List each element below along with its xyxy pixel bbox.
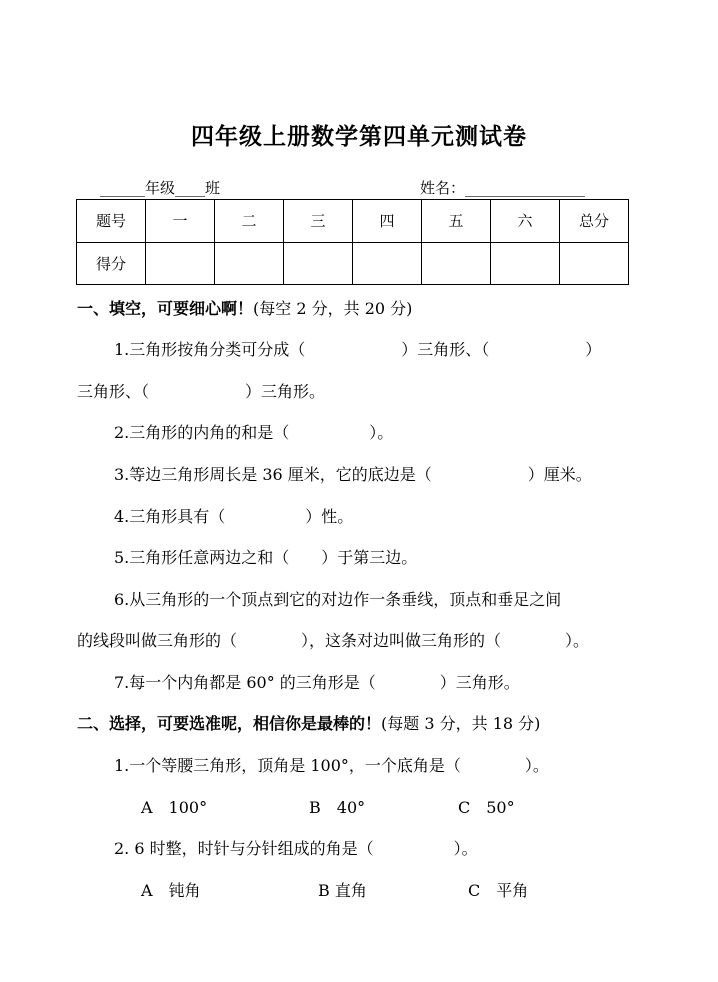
header-cell: 六 [491, 200, 560, 243]
score-cell[interactable] [491, 242, 560, 285]
question-1-2: 2.三角形的内角的和是（ ）。 [114, 423, 394, 442]
question-1-1: 1.三角形按角分类可分成（ ）三角形、（ ） [114, 340, 602, 359]
score-table-header-row [77, 200, 629, 243]
question-2-1-option-b[interactable]: B 40° [309, 798, 366, 817]
question-2-1: 1.一个等腰三角形，顶角是 100°，一个底角是（ ）。 [114, 756, 549, 775]
section2-heading-text: 二、选择，可要选准呢，相信你是最棒的！ [77, 714, 382, 733]
score-cell[interactable] [284, 242, 353, 285]
header-cell: 五 [422, 200, 491, 243]
question-1-5: 5.三角形任意两边之和（ ）于第三边。 [114, 548, 418, 567]
question-1-4: 4.三角形具有（ ）性。 [114, 507, 354, 526]
score-table-score-row [77, 242, 629, 285]
page-title: 四年级上册数学第四单元测试卷 [191, 123, 527, 150]
class-line: ______年级____班 [100, 179, 221, 197]
score-cell[interactable] [422, 242, 491, 285]
header-cell: 题号 [77, 200, 146, 243]
score-cell[interactable] [560, 242, 629, 285]
header-cell: 三 [284, 200, 353, 243]
header-cell: 二 [215, 200, 284, 243]
question-1-6: 6.从三角形的一个顶点到它的对边作一条垂线，顶点和垂足之间 [114, 590, 562, 609]
score-cell[interactable] [215, 242, 284, 285]
question-2-1-option-a[interactable]: A 100° [141, 798, 208, 817]
section1-heading-text: 一、填空，可要细心啊！ [77, 299, 254, 318]
question-1-7: 7.每一个内角都是 60° 的三角形是（ ）三角形。 [114, 673, 520, 692]
section1-note: (每空 2 分，共 20 分) [253, 299, 413, 318]
score-cell[interactable] [353, 242, 422, 285]
name-line: 姓名：________________ [420, 179, 586, 197]
section2-note: (每题 3 分，共 18 分) [381, 714, 541, 733]
question-2-2-option-a[interactable]: A 钝角 [141, 881, 201, 900]
header-cell: 总分 [560, 200, 629, 243]
question-2-2-option-c[interactable]: C 平角 [468, 881, 529, 900]
question-2-2: 2. 6 时整，时针与分针组成的角是（ ）。 [114, 839, 478, 858]
score-cell[interactable] [146, 242, 215, 285]
question-2-1-option-c[interactable]: C 50° [458, 798, 515, 817]
header-cell: 一 [146, 200, 215, 243]
question-1-3: 3.等边三角形周长是 36 厘米，它的底边是（ ）厘米。 [114, 465, 592, 484]
score-table [76, 199, 629, 285]
score-row-label: 得分 [77, 242, 146, 285]
header-cell: 四 [353, 200, 422, 243]
question-2-2-option-b[interactable]: B 直角 [318, 881, 367, 900]
question-1-1-cont: 三角形、（ ）三角形。 [77, 382, 326, 401]
section1-heading [77, 296, 412, 319]
section2-heading [77, 711, 540, 734]
question-1-6-cont: 的线段叫做三角形的（ ），这条对边叫做三角形的（ ）。 [77, 631, 590, 650]
